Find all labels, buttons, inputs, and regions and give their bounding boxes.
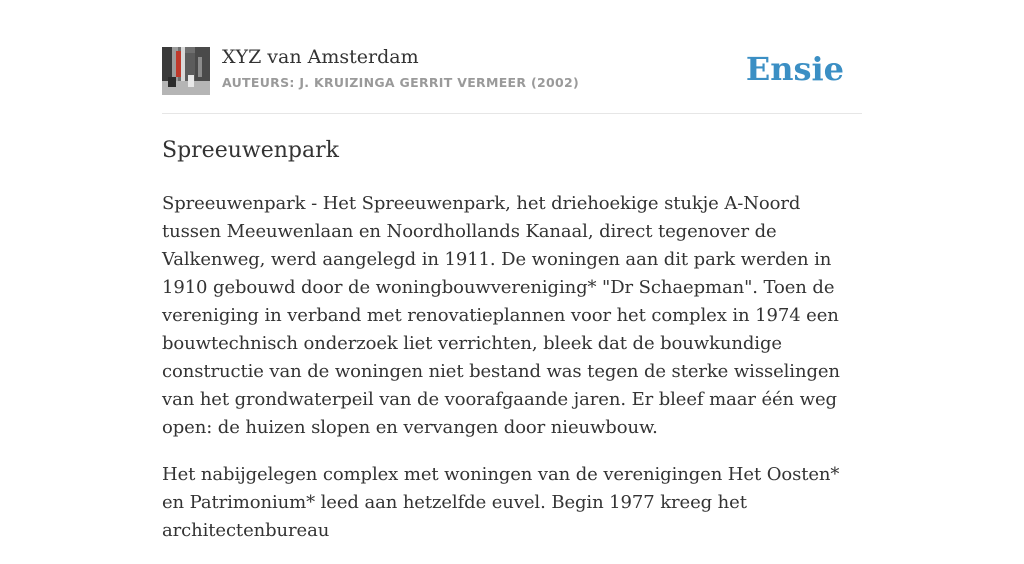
book-cover-avatar[interactable]: [162, 47, 210, 95]
article-paragraph: Het nabijgelegen complex met woningen van de verenigingen Het Oosten* en Patrimonium* leed aan hetzelfde euvel. Begin 1977 kreeg het architectenbureau: [162, 464, 840, 541]
header-divider: [162, 113, 862, 114]
article-title: Spreeuwenpark: [162, 138, 339, 163]
street-photo-image: [162, 47, 210, 95]
book-authors: AUTEURS: J. KRUIZINGA GERRIT VERMEER (2002): [222, 75, 579, 90]
ensie-logo-link[interactable]: Ensie: [745, 50, 844, 88]
book-title[interactable]: XYZ van Amsterdam: [222, 46, 419, 68]
article-body: [162, 190, 862, 564]
article-paragraph: Spreeuwenpark - Het Spreeuwenpark, het driehoekige stukje A-Noord tussen Meeuwenlaan en Noordhollands Kanaal, direct tegenover de Valkenweg, werd aangelegd in 1911. De woningen aan dit park werden in 1910 gebouwd door de woningbouwvereniging* "Dr Schaepman". Toen de vereniging in verband met renovatieplannen voor het complex in 1974 een bouwtechnisch onderzoek liet verrichten, bleek dat de bouwkundige constructie van de woningen niet bestand was tegen de sterke wisselingen van het grondwaterpeil van de voorafgaande jaren. Er bleef maar één weg open: de huizen slopen en vervangen door nieuwbouw.: [162, 193, 840, 438]
book-header: [162, 46, 862, 98]
